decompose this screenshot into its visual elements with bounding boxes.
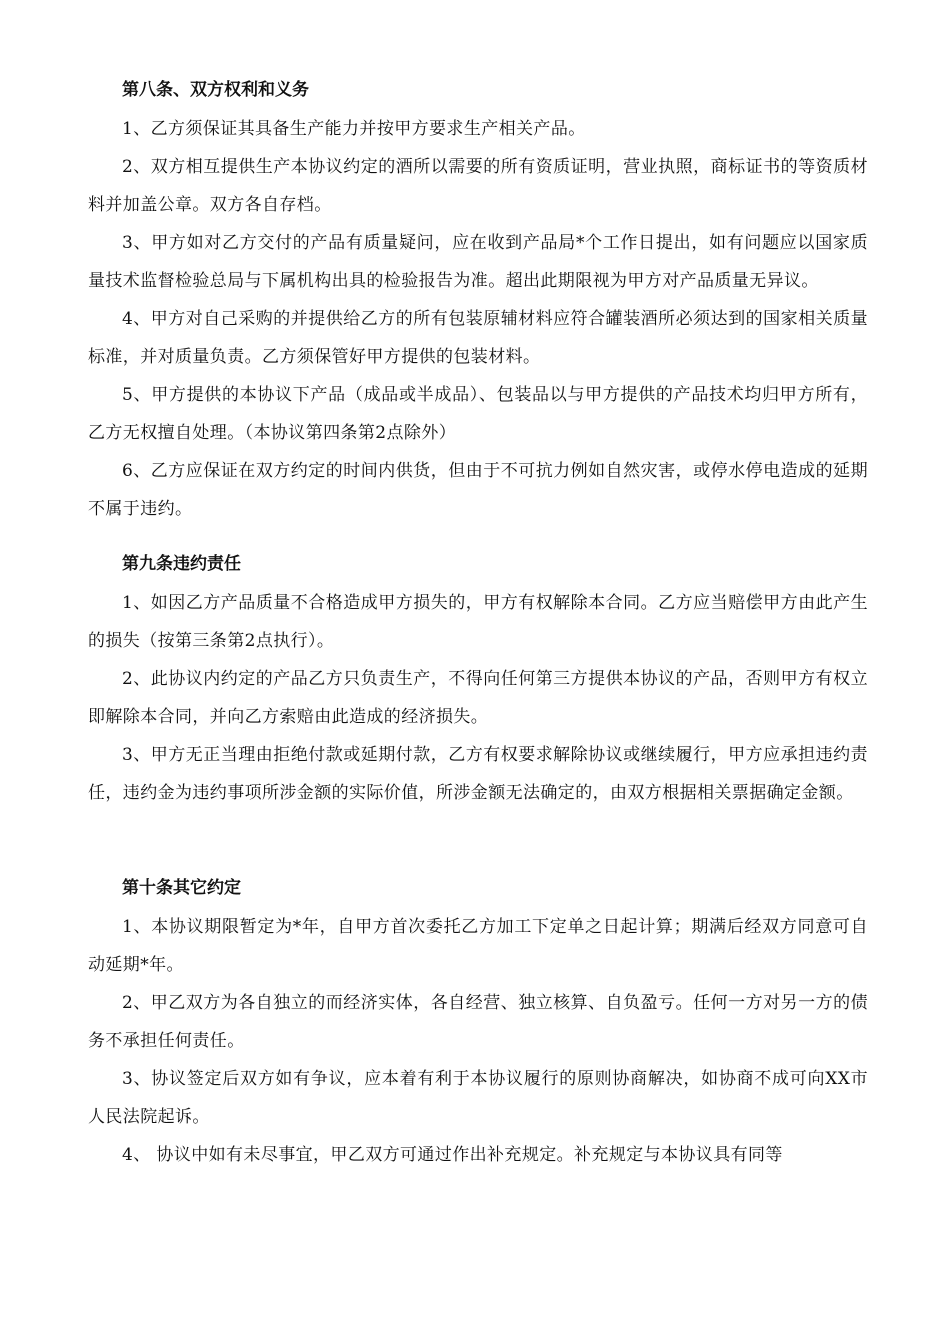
- section-title: 第九条违约责任: [122, 554, 241, 574]
- clause-paragraph: 1、如因乙方产品质量不合格造成甲方损失的，甲方有权解除本合同。乙方应当赔偿甲方由此产生的损失（按第三条第2点执行）。: [88, 593, 868, 651]
- section-title: 第八条、双方权利和义务: [122, 80, 309, 100]
- clause-paragraph: 3、协议签定后双方如有争议，应本着有利于本协议履行的原则协商解决，如协商不成可向XX市人民法院起诉。: [88, 1069, 868, 1127]
- clause-paragraph: 2、甲乙双方为各自独立的而经济实体，各自经营、独立核算、自负盈亏。任何一方对另一方的债务不承担任何责任。: [88, 993, 868, 1051]
- clause-paragraph: 1、乙方须保证其具备生产能力并按甲方要求生产相关产品。: [122, 119, 586, 139]
- section-title: 第十条其它约定: [122, 878, 241, 898]
- section-article-10: [88, 872, 868, 1174]
- clause-paragraph: 1、本协议期限暂定为*年，自甲方首次委托乙方加工下定单之日起计算；期满后经双方同意可自动延期*年。: [88, 917, 868, 975]
- clause-paragraph: 4、 协议中如有未尽事宜，甲乙双方可通过作出补充规定。补充规定与本协议具有同等: [122, 1145, 783, 1165]
- clause-paragraph: 5、甲方提供的本协议下产品（成品或半成品）、包装品以与甲方提供的产品技术均归甲方所有，乙方无权擅自处理。（本协议第四条第2点除外）: [88, 385, 868, 443]
- clause-paragraph: 2、双方相互提供生产本协议约定的酒所以需要的所有资质证明，营业执照，商标证书的等资质材料并加盖公章。双方各自存档。: [88, 157, 868, 215]
- clause-paragraph: 6、乙方应保证在双方约定的时间内供货，但由于不可抗力例如自然灾害，或停水停电造成的延期不属于违约。: [88, 461, 868, 519]
- section-article-9: [88, 548, 868, 812]
- clause-paragraph: 4、甲方对自己采购的并提供给乙方的所有包装原辅材料应符合罐装酒所必须达到的国家相关质量标准，并对质量负责。乙方须保管好甲方提供的包装材料。: [88, 309, 868, 367]
- clause-paragraph: 3、甲方如对乙方交付的产品有质量疑问，应在收到产品局*个工作日提出，如有问题应以国家质量技术监督检验总局与下属机构出具的检验报告为准。超出此期限视为甲方对产品质量无异议。: [88, 233, 868, 291]
- section-article-8: [88, 74, 868, 528]
- clause-paragraph: 2、此协议内约定的产品乙方只负责生产，不得向任何第三方提供本协议的产品，否则甲方有权立即解除本合同，并向乙方索赔由此造成的经济损失。: [88, 669, 868, 727]
- clause-paragraph: 3、甲方无正当理由拒绝付款或延期付款，乙方有权要求解除协议或继续履行，甲方应承担违约责任，违约金为违约事项所涉金额的实际价值，所涉金额无法确定的，由双方根据相关票据确定金额。: [88, 745, 868, 803]
